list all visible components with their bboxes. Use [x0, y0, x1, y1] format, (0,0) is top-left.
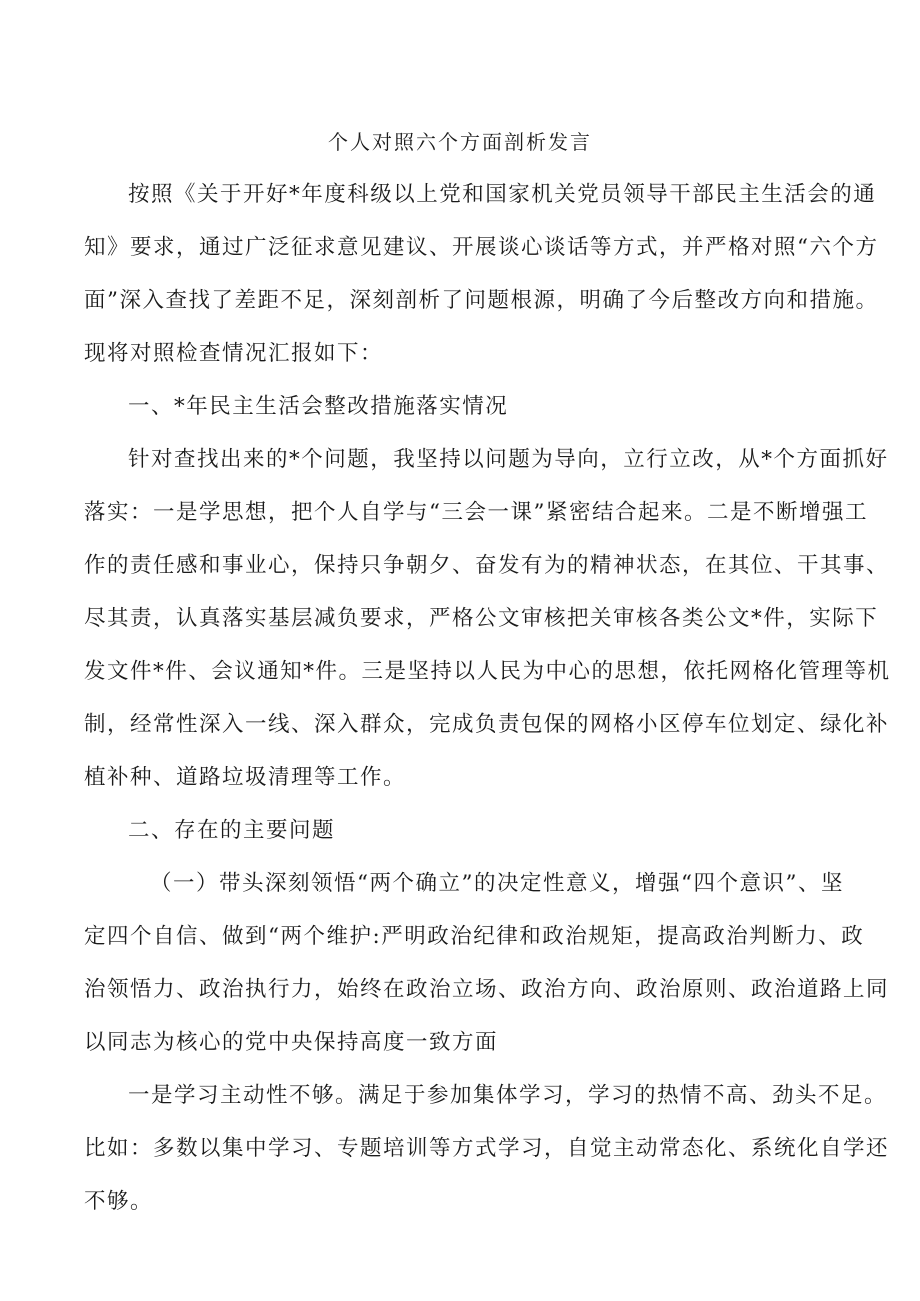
text-line: 植补种、道路垃圾清理等工作。 [84, 765, 407, 790]
text-line: 面”深入查找了差距不足，深刻剖析了问题根源，明确了今后整改方向和措施。 [84, 288, 879, 313]
problem-1-paragraph [84, 1079, 890, 1219]
section-heading-2 [84, 814, 844, 848]
text-line: 按照《关于开好*年度科级以上党和国家机关党员领导干部民主生活会的通 [128, 182, 877, 207]
intro-paragraph [84, 178, 879, 371]
section-heading-1 [84, 390, 844, 424]
text-line: 比如：多数以集中学习、专题培训等方式学习，自觉主动常态化、系统化自学还 [84, 1136, 890, 1161]
text-line: 一是学习主动性不够。满足于参加集体学习，学习的热情不高、劲头不足。 [128, 1083, 888, 1108]
text-line: 作的责任感和事业心，保持只争朝夕、奋发有为的精神状态，在其位、干其事、 [84, 553, 890, 578]
text-line: 定四个自信、做到“两个维护:严明政治纪律和政治规矩，提高政治判断力、政 [84, 924, 865, 949]
text-line: 尽其责，认真落实基层减负要求，严格公文审核把关审核各类公文*件，实际下 [84, 606, 879, 631]
text-line: （一）带头深刻领悟“两个确立”的决定性意义，增强“四个意识”、坚 [150, 871, 844, 896]
text-line: 知》要求，通过广泛征求意见建议、开展谈心谈话等方式，并严格对照“六个方 [84, 235, 879, 260]
text-line: 针对查找出来的*个问题，我坚持以问题为导向，立行立改，从*个方面抓好 [128, 447, 889, 472]
heading-line: 二、存在的主要问题 [128, 818, 336, 843]
section-1-paragraph [84, 443, 891, 795]
subheading-1-paragraph [84, 867, 890, 1060]
text-line: 发文件*件、会议通知*件。三是坚持以人民为中心的思想，依托网格化管理等机 [84, 659, 891, 684]
heading-line: 一、*年民主生活会整改措施落实情况 [128, 394, 509, 419]
text-line: 不够。 [84, 1189, 154, 1214]
document-body [84, 178, 891, 1238]
text-line: 现将对照检查情况汇报如下： [84, 341, 384, 366]
text-line: 以同志为核心的党中央保持高度一致方面 [84, 1030, 499, 1055]
text-line: 落实：一是学思想，把个人自学与“三会一课”紧密结合起来。二是不断增强工 [84, 500, 868, 525]
text-line: 制，经常性深入一线、深入群众，完成负责包保的网格小区停车位划定、绿化补 [84, 712, 890, 737]
text-line: 治领悟力、政治执行力，始终在政治立场、政治方向、政治原则、政治道路上同 [84, 977, 890, 1002]
document-title: 个人对照六个方面剖析发言 [328, 130, 592, 154]
